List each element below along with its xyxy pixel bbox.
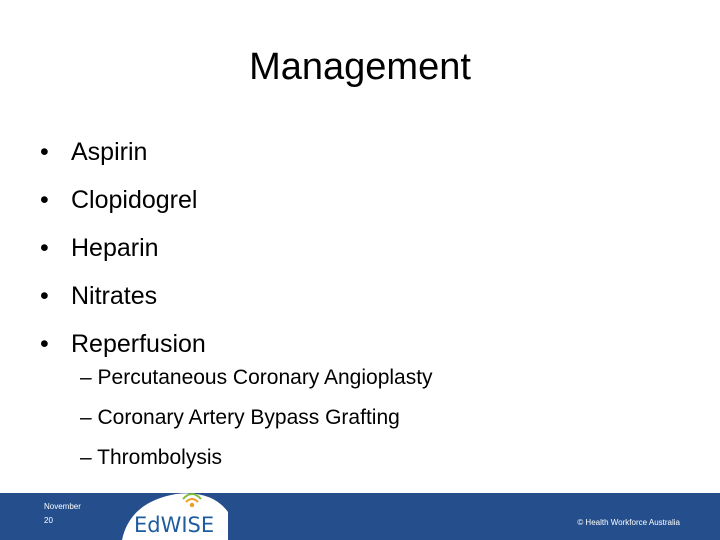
bullet-marker: • <box>40 186 49 214</box>
footer-date-day: 20 <box>44 516 53 525</box>
slide-title: Management <box>249 46 471 88</box>
logo-text <box>134 512 214 538</box>
sub-list-item: – Coronary Artery Bypass Grafting <box>80 406 400 429</box>
sub-list-item: – Thrombolysis <box>80 446 222 469</box>
bullet-marker: • <box>40 282 49 310</box>
bullet-text: Nitrates <box>71 282 158 310</box>
bullet-text: Heparin <box>71 234 159 262</box>
bullet-text: Clopidogrel <box>71 186 198 214</box>
logo-wordmark: EdWISE <box>134 513 215 537</box>
edwise-logo <box>120 488 228 540</box>
footer-date <box>44 500 104 528</box>
sub-bullet-list <box>80 360 433 480</box>
footer-copyright: © Health Workforce Australia <box>577 518 680 527</box>
bullet-text: Aspirin <box>71 138 148 166</box>
sub-list-item: – Percutaneous Coronary Angioplasty <box>80 366 433 389</box>
bullet-text: Reperfusion <box>71 330 206 358</box>
bullet-marker: • <box>40 330 49 358</box>
bullet-marker: • <box>40 138 49 166</box>
bullet-marker: • <box>40 234 49 262</box>
footer-date-month: November <box>44 502 81 511</box>
